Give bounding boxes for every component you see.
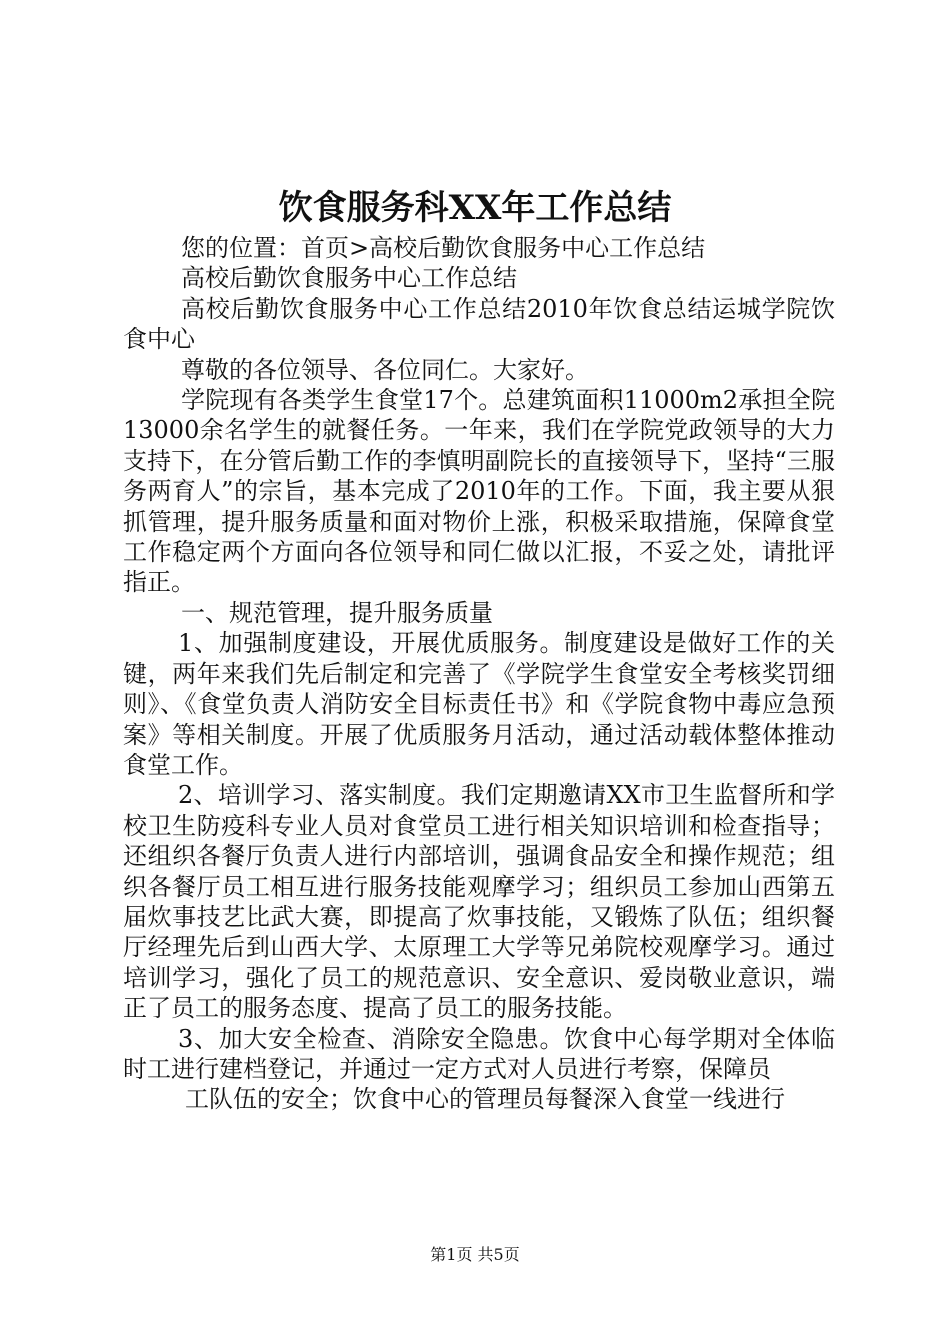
document-body (123, 233, 835, 1115)
intro-paragraph: 学院现有各类学生食堂17个。总建筑面积11000m2承担全院13000余名学生的就餐任务。一年来，我们在学院党政领导的大力支持下，在分管后勤工作的李慎明副院长的直接领导下，坚持“三服务两育人”的宗旨，基本完成了2010年的工作。下面，我主要从狠抓管理，提升服务质量和面对物价上涨，积极采取措施，保障食堂工作稳定两个方面向各位领导和同仁做以汇报，不妥之处，请批评指正。 (123, 386, 835, 597)
item-3-paragraph: 3、加大安全检查、消除安全隐患。饮食中心每学期对全体临时工进行建档登记，并通过一定方式对人员进行考察，保障员 (123, 1024, 835, 1083)
item-1-paragraph: 1、加强制度建设，开展优质服务。制度建设是做好工作的关键，两年来我们先后制定和完善了《学院学生食堂安全考核奖罚细则》、《食堂负责人消防安全目标责任书》和《学院食物中毒应急预案》等相关制度。开展了优质服务月活动，通过活动载体整体推动食堂工作。 (123, 629, 835, 779)
continuation-paragraph: 工队伍的安全；饮食中心的管理员每餐深入食堂一线进行 (185, 1085, 785, 1114)
page-footer: 第1页 共5页 (430, 1245, 520, 1264)
greeting-paragraph: 尊敬的各位领导、各位同仁。大家好。 (181, 355, 589, 384)
item-2-paragraph: 2、培训学习、落实制度。我们定期邀请XX市卫生监督所和学校卫生防疫科专业人员对食堂员工进行相关知识培训和检查指导；还组织各餐厅负责人进行内部培训，强调食品安全和操作规范；组织各餐厅员工相互进行服务技能观摩学习；组织员工参加山西第五届炊事技艺比武大赛，即提高了炊事技能，又锻炼了队伍；组织餐厅经理先后到山西大学、太原理工大学等兄弟院校观摩学习。通过培训学习，强化了员工的规范意识、安全意识、爱岗敬业意识，端正了员工的服务态度、提高了员工的服务技能。 (123, 781, 835, 1023)
breadcrumb-paragraph: 您的位置：首页>高校后勤饮食服务中心工作总结 (181, 234, 706, 262)
heading-paragraph: 高校后勤饮食服务中心工作总结 (181, 264, 517, 293)
section-heading: 一、规范管理，提升服务质量 (181, 598, 493, 627)
subtitle-paragraph: 高校后勤饮食服务中心工作总结2010年饮食总结运城学院饮食中心 (123, 294, 835, 354)
document-title: 饮食服务科XX年工作总结 (278, 188, 672, 228)
